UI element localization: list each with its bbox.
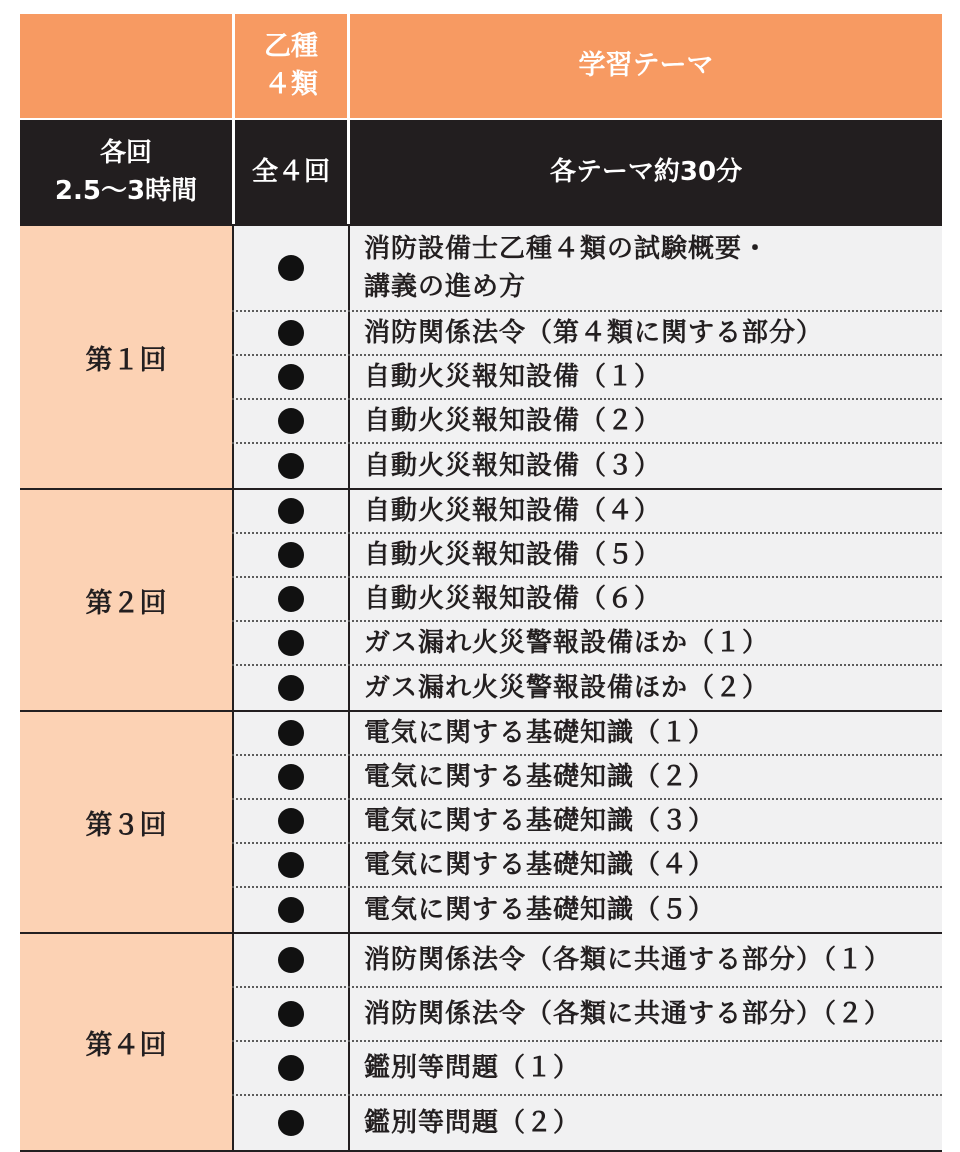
session-group: [20, 488, 942, 710]
mark-cell: [232, 756, 350, 798]
filled-circle-icon: [278, 630, 304, 656]
theme-row: [232, 356, 942, 400]
mark-cell: [232, 988, 350, 1040]
theme-row: [232, 666, 942, 710]
filled-circle-icon: [278, 1001, 304, 1027]
session-groups: [20, 224, 942, 1150]
theme-row: [232, 888, 942, 932]
session-label: 第３回: [20, 712, 232, 932]
theme-text: 電気に関する基礎知識（１）: [364, 718, 716, 748]
mark-cell: [232, 356, 350, 398]
theme-text: 消防関係法令（第４類に関する部分）: [364, 318, 824, 348]
filled-circle-icon: [278, 453, 304, 479]
filled-circle-icon: [278, 808, 304, 834]
theme-row: [232, 444, 942, 488]
theme-row: [232, 844, 942, 888]
theme-text: 消防関係法令（各類に共通する部分）（１）: [364, 945, 892, 975]
theme-text: 自動火災報知設備（１）: [364, 362, 662, 392]
theme-text: 自動火災報知設備（６）: [364, 584, 662, 614]
theme-text: ガス漏れ火災警報設備ほか（２）: [364, 673, 770, 703]
mark-cell: [232, 226, 350, 310]
session-theme-rows: [232, 226, 942, 488]
session-theme-rows: [232, 934, 942, 1150]
header-blank-cell: [20, 14, 232, 118]
mark-cell: [232, 578, 350, 620]
theme-text: ガス漏れ火災警報設備ほか（１）: [364, 628, 770, 658]
filled-circle-icon: [278, 720, 304, 746]
theme-row: [232, 1096, 942, 1150]
theme-row: [232, 534, 942, 578]
filled-circle-icon: [278, 947, 304, 973]
filled-circle-icon: [278, 675, 304, 701]
header-session-time: 各回 2.5〜3時間: [54, 138, 198, 206]
mark-cell: [232, 444, 350, 488]
filled-circle-icon: [278, 498, 304, 524]
filled-circle-icon: [278, 255, 304, 281]
session-label: 第４回: [20, 934, 232, 1150]
filled-circle-icon: [278, 1055, 304, 1081]
filled-circle-icon: [278, 852, 304, 878]
theme-text: 電気に関する基礎知識（２）: [364, 762, 716, 792]
mark-cell: [232, 712, 350, 754]
session-label: 第１回: [20, 226, 232, 488]
mark-cell: [232, 1096, 350, 1150]
theme-row: [232, 490, 942, 534]
theme-text: 自動火災報知設備（４）: [364, 496, 662, 526]
theme-row: [232, 312, 942, 356]
mark-cell: [232, 666, 350, 710]
header-row-orange: [20, 14, 942, 118]
filled-circle-icon: [278, 364, 304, 390]
mark-cell: [232, 534, 350, 576]
theme-row: [232, 400, 942, 444]
filled-circle-icon: [278, 1110, 304, 1136]
session-label: 第２回: [20, 490, 232, 710]
session-group: [20, 224, 942, 488]
filled-circle-icon: [278, 764, 304, 790]
theme-row: [232, 800, 942, 844]
mark-cell: [232, 888, 350, 932]
theme-text: 消防設備士乙種４類の試験概要・ 講義の進め方: [364, 234, 770, 302]
mark-cell: [232, 490, 350, 532]
theme-text: 自動火災報知設備（３）: [364, 451, 662, 481]
mark-cell: [232, 844, 350, 886]
mark-cell: [232, 800, 350, 842]
theme-row: [232, 1042, 942, 1096]
header-type-label: 乙種 ４類: [232, 14, 350, 118]
header-theme-label: 学習テーマ: [578, 50, 714, 81]
theme-text: 鑑別等問題（２）: [364, 1108, 581, 1138]
theme-text: 電気に関する基礎知識（５）: [364, 895, 716, 925]
mark-cell: [232, 1042, 350, 1094]
header-total-sessions: 全４回: [232, 120, 350, 224]
theme-row: [232, 988, 942, 1042]
theme-text: 鑑別等問題（１）: [364, 1053, 581, 1083]
filled-circle-icon: [278, 897, 304, 923]
session-group: [20, 932, 942, 1150]
session-group: [20, 710, 942, 932]
theme-text: 自動火災報知設備（５）: [364, 540, 662, 570]
theme-text: 電気に関する基礎知識（３）: [364, 806, 716, 836]
theme-row: [232, 226, 942, 312]
theme-row: [232, 756, 942, 800]
session-theme-rows: [232, 712, 942, 932]
filled-circle-icon: [278, 542, 304, 568]
header-theme-time: 各テーマ約30分: [549, 157, 743, 187]
mark-cell: [232, 312, 350, 354]
theme-row: [232, 934, 942, 988]
mark-cell: [232, 622, 350, 664]
filled-circle-icon: [278, 408, 304, 434]
mark-cell: [232, 934, 350, 986]
curriculum-table: [20, 14, 942, 1152]
theme-text: 自動火災報知設備（２）: [364, 406, 662, 436]
theme-text: 電気に関する基礎知識（４）: [364, 850, 716, 880]
theme-row: [232, 622, 942, 666]
theme-text: 消防関係法令（各類に共通する部分）（２）: [364, 999, 892, 1029]
header-row-dark: [20, 118, 942, 224]
theme-row: [232, 712, 942, 756]
theme-row: [232, 578, 942, 622]
filled-circle-icon: [278, 320, 304, 346]
mark-cell: [232, 400, 350, 442]
filled-circle-icon: [278, 586, 304, 612]
session-theme-rows: [232, 490, 942, 710]
